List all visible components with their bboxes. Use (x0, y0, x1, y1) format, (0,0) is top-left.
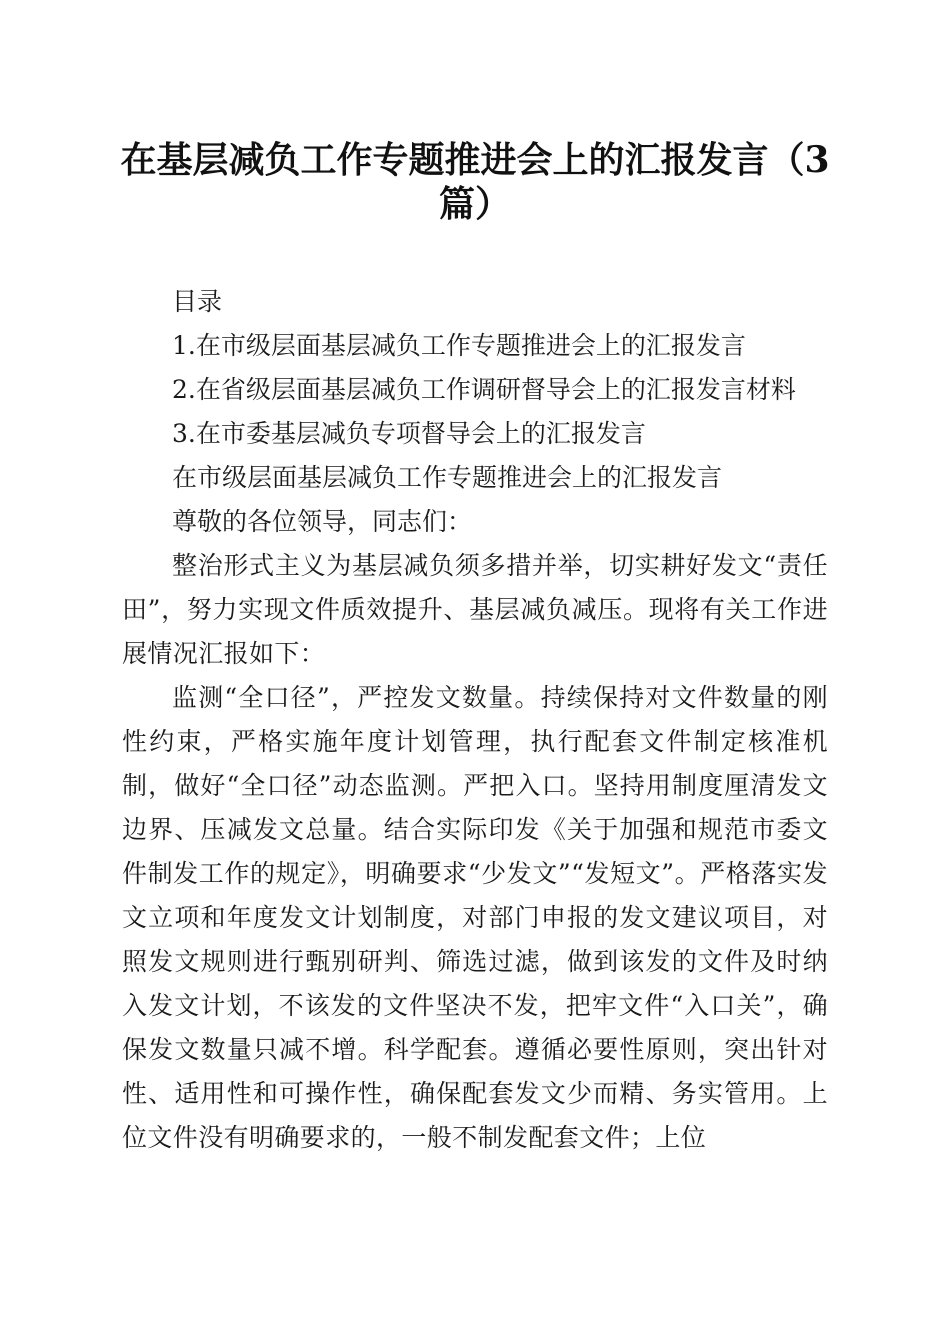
document-body (122, 280, 828, 1160)
toc-item-2: 2.在省级层面基层减负工作调研督导会上的汇报发言材料 (172, 375, 796, 404)
paragraph-intro: 整治形式主义为基层减负须多措并举，切实耕好发文“责任田”，努力实现文件质效提升、基层减负减压。现将有关工作进展情况汇报如下： (122, 551, 828, 668)
salutation: 尊敬的各位领导，同志们： (172, 507, 473, 536)
toc-heading: 目录 (172, 287, 223, 316)
toc-item-3: 3.在市委基层减负专项督导会上的汇报发言 (172, 419, 646, 448)
document-title: 在基层减负工作专题推进会上的汇报发言（3篇） (120, 139, 830, 225)
toc-item-1: 1.在市级层面基层减负工作专题推进会上的汇报发言 (172, 331, 746, 360)
paragraph-monitoring: 监测“全口径”，严控发文数量。持续保持对文件数量的刚性约束，严格实施年度计划管理，执行配套文件制定核准机制，做好“全口径”动态监测。严把入口。坚持用制度厘清发文边界、压减发文总量。结合实际印发《关于加强和规范市委文件制发工作的规定》，明确要求“少发文”“发短文”。严格落实发文立项和年度发文计划制度，对部门申报的发文建议项目，对照发文规则进行甄别研判、筛选过滤，做到该发的文件及时纳入发文计划，不该发的文件坚决不发，把牢文件“入口关”，确保发文数量只减不增。科学配套。遵循必要性原则，突出针对性、适用性和可操作性，确保配套发文少而精、务实管用。上位文件没有明确要求的，一般不制发配套文件；上位 (122, 683, 828, 1152)
section-title: 在市级层面基层减负工作专题推进会上的汇报发言 (172, 463, 723, 492)
